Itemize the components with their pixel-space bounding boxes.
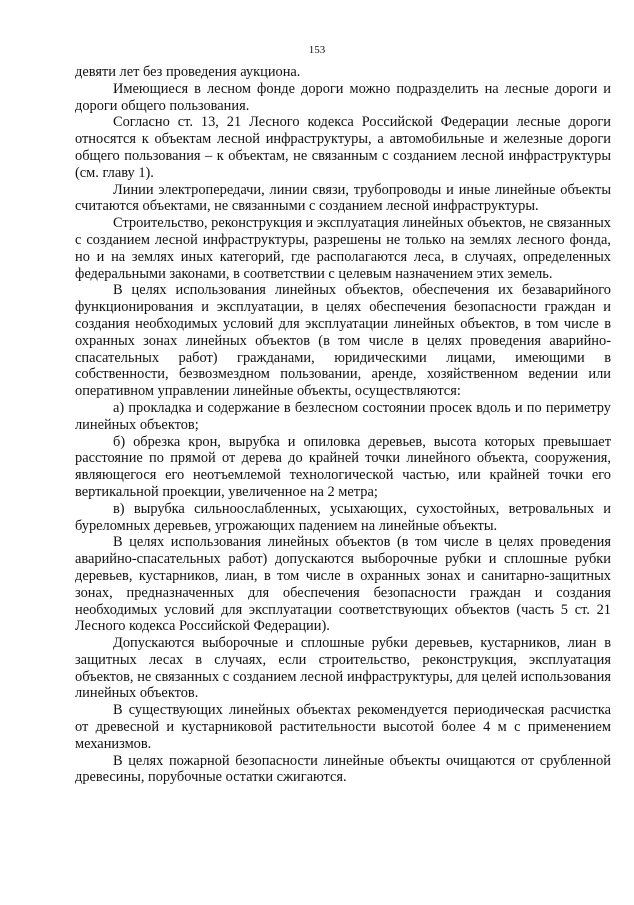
paragraph-1: девяти лет без проведения аукциона. (75, 64, 301, 80)
paragraph-7: В целях использования линейных объектов (в том числе в целях проведения аварийно-спасательных работ) допускаются выборочные рубки и сплошные рубки деревьев, кустарников, лиан, в том числе в охранных зонах и санитарно-защитных зонах, предназначенных для обеспечения безопасности граждан и создания необходимых условий для эксплуатации соответствующих объектов (часть 5 ст. 21 Лесного кодекса Российской Федерации). (75, 534, 611, 635)
paragraph-9: В существующих линейных объектах рекомендуется периодическая расчистка от древесной и кустарниковой растительности высотой более 4 м с применением механизмов. (75, 702, 611, 752)
paragraph-5: Строительство, реконструкция и эксплуатация линейных объектов, не связанных с созданием лесной инфраструктуры, разрешены не только на землях лесного фонда, но и на землях иных категорий, где располагаются леса, в случаях, определенных федеральными законами, в соответствии с целевым назначением этих земель. (75, 215, 611, 282)
paragraph-6: В целях использования линейных объектов, обеспечения их безаварийного функционирования и эксплуатации, в целях обеспечения безопасности граждан и создания необходимых условий для эксплуатации линейных объектов, в том числе в охранных зонах линейных объектов (в том числе в целях проведения аварийно-спасательных работ) гражданами, юридическими лицами, имеющими в собственности, безвозмездном пользовании, аренде, хозяйственном ведении или оперативном управлении линейные объекты, осуществляются: (75, 282, 611, 400)
paragraph-8: Допускаются выборочные и сплошные рубки деревьев, кустарников, лиан в защитных лесах в случаях, если строительство, реконструкция, эксплуатация объектов, не связанных с созданием лесной инфраструктуры, для целей использования линейных объектов. (75, 635, 611, 702)
list-item-a: а) прокладка и содержание в безлесном состоянии просек вдоль и по периметру линейных объектов; (75, 399, 611, 433)
list-item-c: в) вырубка сильноослабленных, усыхающих, сухостойных, ветровальных и буреломных деревьев, угрожающих падением на линейные объекты. (75, 500, 611, 534)
paragraph-3: Согласно ст. 13, 21 Лесного кодекса Российской Федерации лесные дороги относятся к объектам лесной инфраструктуры, а автомобильные и железные дороги общего пользования – к объектам, не связанным с созданием лесной инфраструктуры (см. главу 1). (75, 114, 611, 181)
page-number: 153 (308, 44, 326, 56)
list-item-b: б) обрезка крон, вырубка и опиловка деревьев, высота которых превышает расстояние по прямой от дерева до крайней точки линейного объекта, сооружения, являющегося его неотъемлемой технологической частью, или крайней точки его вертикальной проекции, увеличенное на 2 метра; (75, 433, 611, 500)
paragraph-2: Имеющиеся в лесном фонде дороги можно подразделить на лесные дороги и дороги общего пользования. (75, 80, 611, 114)
paragraph-10: В целях пожарной безопасности линейные объекты очищаются от срубленной древесины, порубочные остатки сжигаются. (75, 752, 611, 786)
paragraph-4: Линии электропередачи, линии связи, трубопроводы и иные линейные объекты считаются объектами, не связанными с созданием лесной инфраструктуры. (75, 181, 611, 215)
document-body (75, 64, 611, 786)
